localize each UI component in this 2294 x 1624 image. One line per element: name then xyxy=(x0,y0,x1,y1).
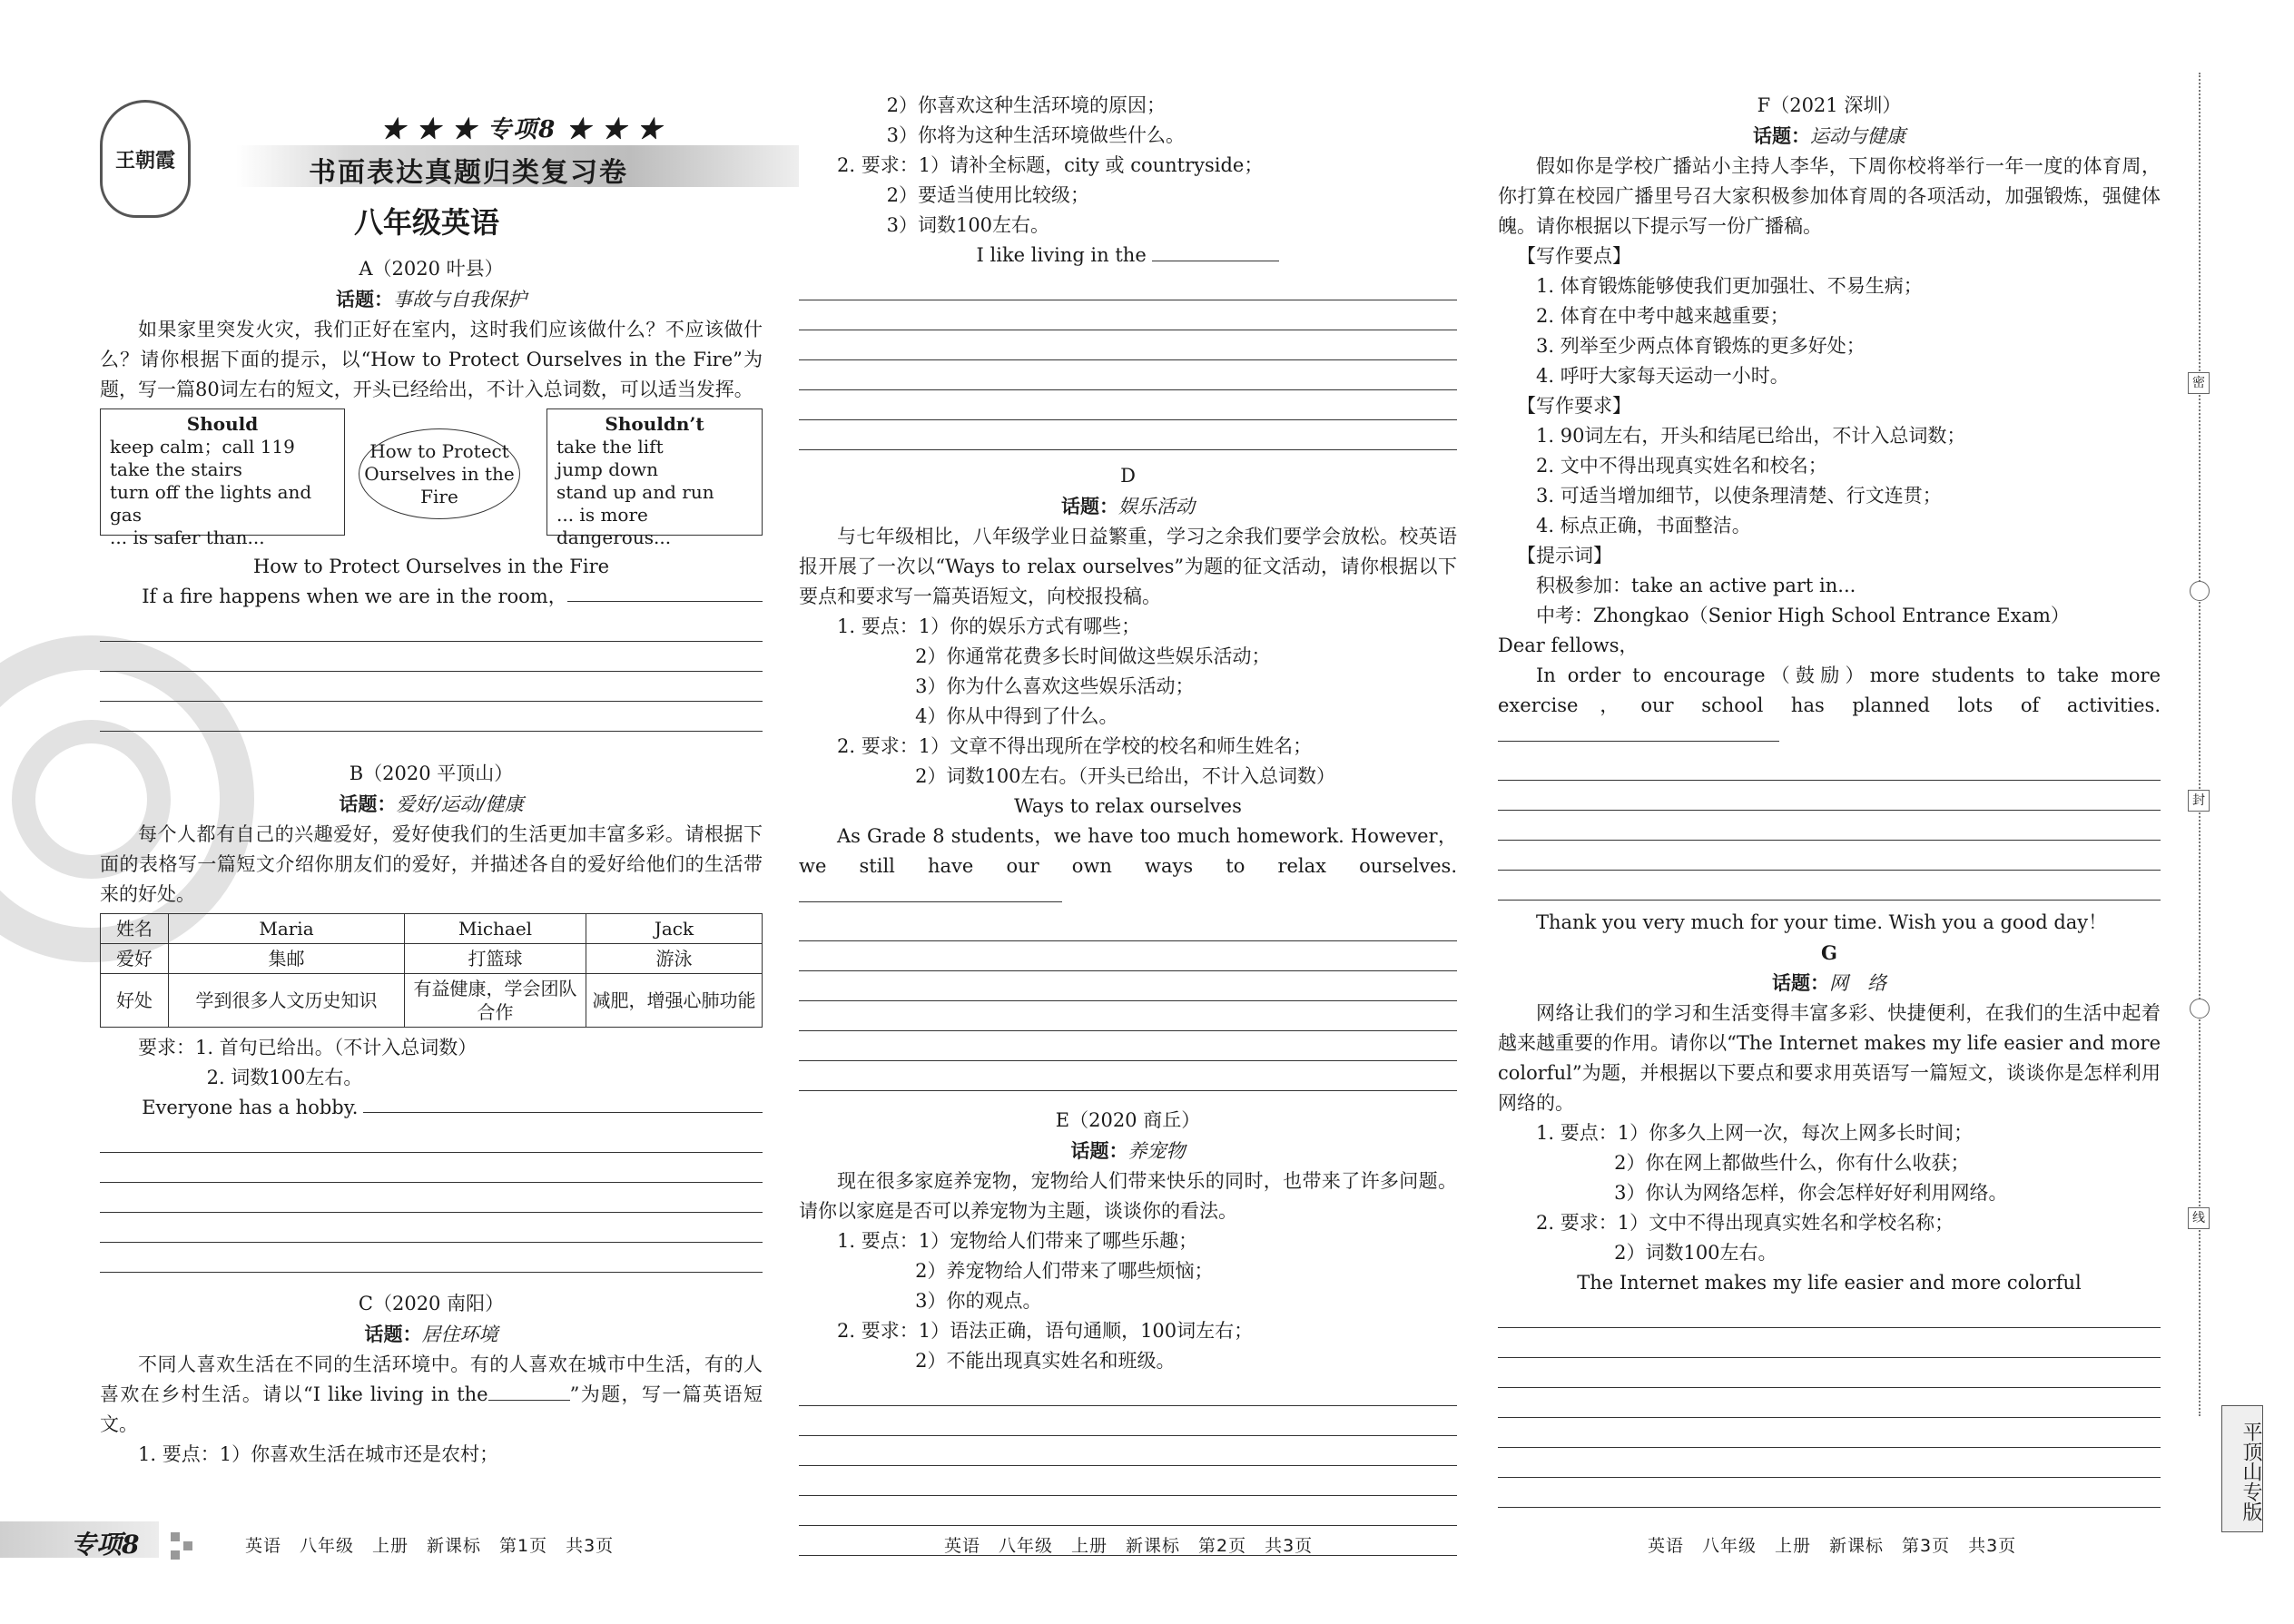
section-b-title: B（2020 平顶山） xyxy=(349,763,514,784)
section-a-essay-start: If a fire happens when we are in the room， xyxy=(100,582,763,612)
section-e-point1: 1. 要点：1）宠物给人们带来了哪些乐趣； xyxy=(837,1230,1198,1252)
section-f-point: 3. 列举至少两点体育锻炼的更多好处； xyxy=(1536,335,1866,357)
should-box: Should keep calm；call 119 take the stairs turn off the lights and gas ... is safer than... xyxy=(100,408,345,536)
section-f-point: 2. 体育在中考中越来越重要； xyxy=(1536,305,1789,327)
section-b-req1: 要求：1. 首句已给出。（不计入总词数） xyxy=(138,1037,478,1058)
section-c-point1: 1. 要点：1）你喜欢生活在城市还是农村； xyxy=(138,1443,499,1465)
section-d-title: D xyxy=(1120,465,1136,487)
section-f-hint2: 中考：Zhongkao（Senior High School Entrance Exam） xyxy=(1536,605,2070,626)
section-f-hint1: 积极参加：take an active part in... xyxy=(1536,575,1856,596)
section-g-req2: 2）词数100左右。 xyxy=(1614,1242,1777,1264)
section-c-req3: 3）词数100左右。 xyxy=(886,214,1050,236)
section-a-prompt: 如果家里突发火灾，我们正好在室内，这时我们应该做什么？不应该做什么？请你根据下面的提示，以“How to Protect Ourselves in the Fire”为题，写一篇80词左右的短文，开头已经给出，不计入总词数，可以适当发挥。 xyxy=(100,319,763,400)
section-g-req1: 2. 要求：1）文中不得出现真实姓名和学校名称； xyxy=(1536,1212,1954,1234)
section-d-req2: 2）词数100左右。（开头已给出，不计入总词数） xyxy=(915,765,1336,787)
section-g-topic: 话题：网 络 xyxy=(1772,971,1886,994)
section-d-essay-title: Ways to relax ourselves xyxy=(1014,795,1242,817)
main-title: 书面表达真题归类复习卷 xyxy=(309,157,628,189)
section-f-topic: 话题：运动与健康 xyxy=(1753,124,1905,147)
section-b-req2: 2. 词数100左右。 xyxy=(206,1067,363,1088)
footer-badge-text: 专项8 xyxy=(71,1530,140,1560)
section-d-point4: 4）你从中得到了什么。 xyxy=(915,705,1118,727)
section-c-essay-title: I like living in the xyxy=(799,241,1457,271)
section-f-essay-start: In order to encourage（鼓励）more students to take more exercise，our school has planned lots of activities. xyxy=(1498,661,2161,751)
section-c-point2: 2）你喜欢这种生活环境的原因； xyxy=(886,94,1166,116)
section-a-writing-lines[interactable] xyxy=(100,612,763,732)
section-f-salutation: Dear fellows， xyxy=(1498,635,1639,656)
brand-logo: 王朝霞 xyxy=(100,100,191,218)
series-title: ★ ★ ★ 专项8 ★ ★ ★ xyxy=(381,116,664,143)
section-b-prompt: 每个人都有自己的兴趣爱好，爱好使我们的生活更加丰富多彩。请根据下面的表格写一篇短文介绍你朋友们的爱好，并描述各自的爱好给他们的生活带来的好处。 xyxy=(100,823,763,905)
section-d-point3: 3）你为什么喜欢这些娱乐活动； xyxy=(915,675,1195,697)
section-f-points-label: 【写作要点】 xyxy=(1517,245,1631,267)
section-a-title: A（2020 叶县） xyxy=(359,258,504,280)
section-f-prompt: 假如你是学校广播站小主持人李华，下周你校将举行一年一度的体育周，你打算在校园广播里号召大家积极参加体育周的各项活动，加强锻炼，强健体魄。请你根据以下提示写一份广播稿。 xyxy=(1498,155,2161,237)
section-g-prompt: 网络让我们的学习和生活变得丰富多彩、快捷便利，在我们的生活中起着越来越重要的作用。请你以“The Internet makes my life easier and more colorful”为题，并根据以下要点和要求用英语写一篇短文，谈谈你是怎样利用网络的。 xyxy=(1498,1002,2161,1114)
shouldnt-box: Shouldn’t take the lift jump down stand up and run ... is more dangerous... xyxy=(546,408,763,536)
section-d-req1: 2. 要求：1）文章不得出现所在学校的校名和师生姓名； xyxy=(837,735,1313,757)
section-e-prompt: 现在很多家庭养宠物，宠物给人们带来快乐的同时，也带来了许多问题。请你以家庭是否可以养宠物为主题，谈谈你的看法。 xyxy=(799,1170,1457,1222)
section-g-point3: 3）你认为网络怎样，你会怎样好好利用网络。 xyxy=(1614,1182,2008,1204)
section-f-reqs-label: 【写作要求】 xyxy=(1517,395,1631,417)
section-g-point2: 2）你在网上都做些什么，你有什么收获； xyxy=(1614,1152,1970,1174)
column-2 xyxy=(799,91,1457,1556)
section-g-writing-lines[interactable] xyxy=(1498,1298,2161,1508)
section-c-title: C（2020 南阳） xyxy=(358,1293,505,1314)
section-c-prompt: 不同人喜欢生活在不同的生活环境中。有的人喜欢在城市中生活，有的人喜欢在乡村生活。请以“I like living in the ”为题，写一篇英语短文。 xyxy=(100,1353,763,1435)
section-d-point1: 1. 要点：1）你的娱乐方式有哪些； xyxy=(837,615,1141,637)
section-e-writing-lines[interactable] xyxy=(799,1376,1457,1556)
section-f-writing-lines[interactable] xyxy=(1498,751,2161,901)
section-f-point: 1. 体育锻炼能够使我们更加强壮、不易生病； xyxy=(1536,275,1923,297)
section-c-req2: 2）要适当使用比较级； xyxy=(886,184,1089,206)
section-g-essay-title: The Internet makes my life easier and more colorful xyxy=(1577,1272,2082,1294)
binding-mark-seal: 密 xyxy=(2188,372,2210,394)
section-f-req: 1. 90词左右，开头和结尾已给出，不计入总词数； xyxy=(1536,425,1966,447)
section-d-prompt: 与七年级相比，八年级学业日益繁重，学习之余我们要学会放松。校英语报开展了一次以“Ways to relax ourselves”为题的征文活动，请你根据以下要点和要求写一篇英语短文，向校报投稿。 xyxy=(799,526,1457,607)
section-e-req1: 2. 要求：1）语法正确，语句通顺，100词左右； xyxy=(837,1320,1254,1342)
section-c-topic: 话题：居住环境 xyxy=(364,1323,498,1345)
edition-tab: 平顶山专版 xyxy=(2221,1405,2263,1532)
topic-ellipse: How to Protect Ourselves in the Fire xyxy=(359,428,520,519)
section-b-writing-lines[interactable] xyxy=(100,1123,763,1273)
section-f-hints-label: 【提示词】 xyxy=(1517,545,1612,566)
section-f-req: 3. 可适当增加细节，以使条理清楚、行文连贯； xyxy=(1536,485,1942,507)
section-a-essay-title: How to Protect Ourselves in the Fire xyxy=(252,556,610,577)
section-e-req2: 2）不能出现真实姓名和班级。 xyxy=(915,1350,1176,1372)
section-d-topic: 话题：娱乐活动 xyxy=(1061,495,1195,517)
section-a-hints xyxy=(100,408,763,548)
column-1 xyxy=(100,254,763,1470)
section-f-req: 4. 标点正确，书面整洁。 xyxy=(1536,515,1751,536)
section-e-point2: 2）养宠物给人们带来了哪些烦恼； xyxy=(915,1260,1214,1282)
section-e-title: E（2020 商丘） xyxy=(1055,1109,1201,1131)
column-3 xyxy=(1498,91,2161,1508)
section-a-topic: 话题：事故与自我保护 xyxy=(336,288,527,310)
section-e-point3: 3）你的观点。 xyxy=(915,1290,1042,1312)
section-g-point1: 1. 要点：1）你多久上网一次，每次上网多长时间； xyxy=(1536,1122,1974,1144)
section-c-writing-lines[interactable] xyxy=(799,271,1457,450)
section-f-closing: Thank you very much for your time. Wish you a good day！ xyxy=(1536,911,2108,933)
table-row: 爱好 集邮 打篮球 游泳 xyxy=(101,944,763,974)
section-d-writing-lines[interactable] xyxy=(799,911,1457,1091)
section-f-title: F（2021 深圳） xyxy=(1757,94,1902,116)
grade-title: 八年级英语 xyxy=(354,205,500,240)
table-row: 好处 学到很多人文历史知识 有益健康，学会团队合作 减肥，增强心肺功能 xyxy=(101,974,763,1028)
binding-circle-icon xyxy=(2190,999,2210,1019)
page-header xyxy=(73,100,763,254)
table-row: 姓名 Maria Michael Jack xyxy=(101,914,763,944)
hobby-table xyxy=(100,913,763,1028)
section-f-point: 4. 呼吁大家每天运动一小时。 xyxy=(1536,365,1789,387)
section-e-topic: 话题：养宠物 xyxy=(1070,1139,1186,1162)
binding-mark-line: 线 xyxy=(2188,1207,2210,1229)
binding-circle-icon xyxy=(2190,581,2210,601)
footer-page-1: 英语 八年级 上册 新课标 第1页 共3页 xyxy=(245,1536,615,1556)
section-c-req1: 2. 要求：1）请补全标题，city 或 countryside； xyxy=(837,154,1264,176)
section-d-point2: 2）你通常花费多长时间做这些娱乐活动； xyxy=(915,645,1271,667)
footer-page-3: 英语 八年级 上册 新课标 第3页 共3页 xyxy=(1648,1536,2017,1556)
section-d-essay-start: As Grade 8 students，we have too much homework. However，we still have our own ways to relax ourselves. xyxy=(799,822,1457,911)
section-f-req: 2. 文中不得出现真实姓名和校名； xyxy=(1536,455,1827,477)
section-b-essay-start: Everyone has a hobby. xyxy=(100,1093,763,1123)
section-c-point3: 3）你将为这种生活环境做些什么。 xyxy=(886,124,1185,146)
binding-mark-seal: 封 xyxy=(2188,790,2210,812)
section-g-title: G xyxy=(1821,941,1837,964)
section-b-topic: 话题：爱好/运动/健康 xyxy=(339,792,524,815)
footer-page-2: 英语 八年级 上册 新课标 第2页 共3页 xyxy=(944,1536,1314,1556)
